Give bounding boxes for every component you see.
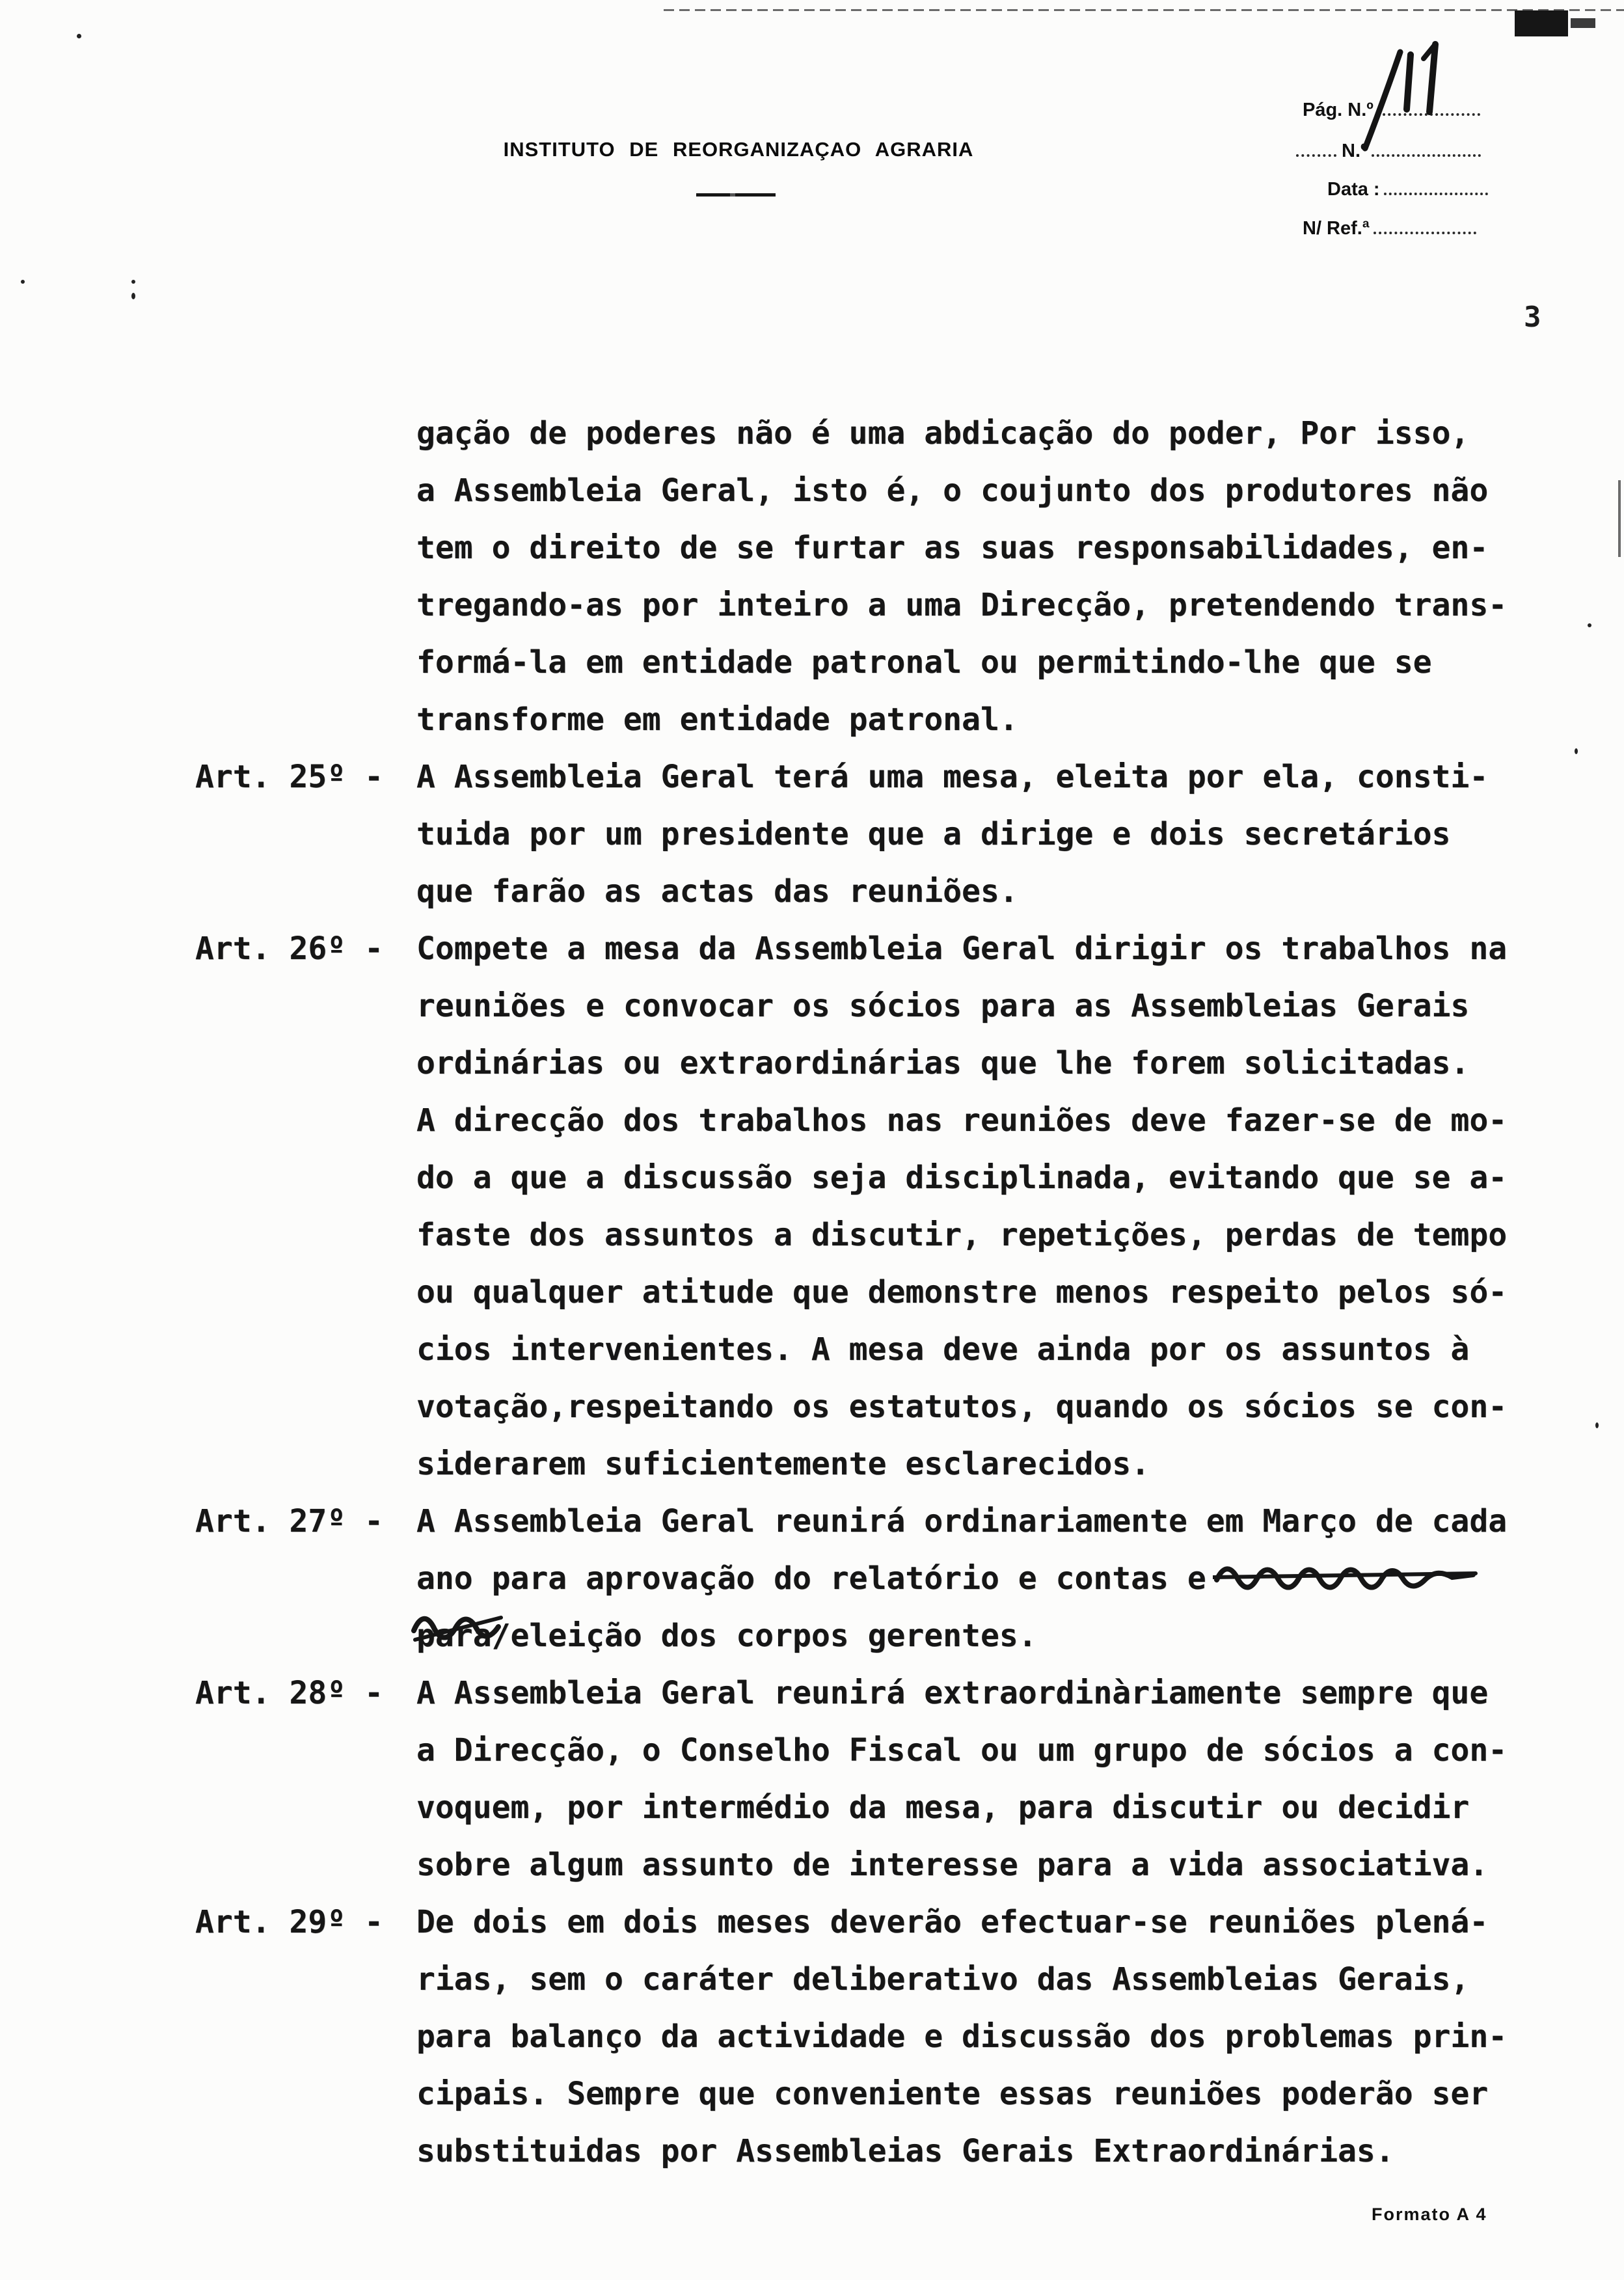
continuation-paragraph: [416, 405, 1562, 748]
scan-speck: [1595, 1422, 1599, 1428]
text-line: transforme em entidade patronal.: [416, 701, 1018, 738]
text-line: sobre algum assunto de interesse para a vida associativa.: [416, 1847, 1489, 1883]
scan-artifact-vertical-bar: [1618, 480, 1621, 557]
text-line: gação de poderes não é uma abdicação do poder, Por isso,: [416, 415, 1470, 452]
dotted-fill-line: [1384, 177, 1488, 195]
text-line: ou qualquer atitude que demonstre menos respeito pelos só-: [416, 1274, 1508, 1310]
article-26-label: Art. 26º -: [195, 930, 383, 967]
line-text: /eleição dos corpos gerentes.: [491, 1618, 1037, 1654]
text-line: faste dos assuntos a discutir, repetições, perdas de tempo: [416, 1217, 1508, 1253]
scan-speck: [131, 280, 135, 284]
title-underline: [696, 193, 776, 197]
struck-word-text: para: [416, 1618, 492, 1654]
field-date: [1327, 177, 1488, 200]
text-line: a Assembleia Geral, isto é, o coujunto dos produtores não: [416, 472, 1489, 509]
article-27-label: Art. 27º -: [195, 1503, 383, 1540]
text-line: reuniões e convocar os sócios para as Assembleias Gerais: [416, 988, 1470, 1024]
text-line: tregando-as por inteiro a uma Direcção, pretendendo trans-: [416, 587, 1508, 623]
text-line: De dois em dois meses deverão efectuar-se reuniões plená-: [416, 1904, 1489, 1940]
text-line: substituidas por Assembleias Gerais Extraordinárias.: [416, 2133, 1394, 2169]
text-line: A Assembleia Geral terá uma mesa, eleita por ela, consti-: [416, 759, 1489, 795]
dotted-fill-line: [1374, 216, 1476, 234]
article-29-label: Art. 29º -: [195, 1904, 383, 1940]
article-28-label: Art. 28º -: [195, 1675, 383, 1711]
scribble-strikeout: [410, 1610, 508, 1648]
struck-word: [416, 1607, 492, 1664]
handwriting-strokes: [1340, 27, 1464, 157]
scribbled-out-text: [1213, 1563, 1480, 1593]
text-line: A Assembleia Geral reunirá extraordinàriamente sempre que: [416, 1675, 1489, 1711]
date-label: Data :: [1327, 179, 1380, 200]
text-line: do a que a discussão seja disciplinada, evitando que se a-: [416, 1160, 1508, 1196]
article-25: [195, 748, 1562, 920]
scan-artifact-margin-mark: 3: [1524, 301, 1541, 334]
institution-title: INSTITUTO DE REORGANIZAÇAO AGRARIA: [503, 138, 974, 161]
text-line: cipais. Sempre que conveniente essas reuniões poderão ser: [416, 2076, 1489, 2112]
scan-speck: [131, 293, 135, 299]
text-line: A direcção dos trabalhos nas reuniões deve fazer-se de mo-: [416, 1102, 1508, 1139]
text-line: siderarem suficientemente esclarecidos.: [416, 1446, 1150, 1482]
page-number-label: Pág. N.º: [1303, 100, 1374, 120]
text-line: A Assembleia Geral reunirá ordinariamente em Março de cada: [416, 1503, 1508, 1540]
text-line: voquem, por intermédio da mesa, para discutir ou decidir: [416, 1789, 1470, 1826]
reference-label: N/ Ref.ª: [1303, 218, 1370, 239]
scan-speck: [21, 280, 25, 284]
scan-speck: [77, 34, 81, 38]
text-line: que farão as actas das reuniões.: [416, 873, 1018, 910]
article-27: [195, 1493, 1562, 1664]
text-line: para balanço da actividade e discussão dos problemas prin-: [416, 2018, 1508, 2055]
text-line: votação,respeitando os estatutos, quando os sócios se con-: [416, 1389, 1508, 1425]
text-line: [416, 1607, 1562, 1664]
text-line: [416, 1550, 1562, 1607]
scan-artifact-corner-blob: [1571, 18, 1595, 28]
dotted-fill-line: [1296, 139, 1336, 157]
text-line: formá-la em entidade patronal ou permitindo-lhe que se: [416, 644, 1432, 681]
text-line: Compete a mesa da Assembleia Geral dirigir os trabalhos na: [416, 930, 1508, 967]
text-line: tem o direito de se furtar as suas responsabilidades, en-: [416, 530, 1489, 566]
number-label: N.º: [1342, 141, 1368, 161]
scan-artifact-top-edge-line: [664, 9, 1624, 11]
text-line: ordinárias ou extraordinárias que lhe forem solicitadas.: [416, 1045, 1470, 1081]
scan-artifact-corner-blob: [1515, 10, 1568, 36]
article-29: [195, 1893, 1562, 2180]
article-26: [195, 920, 1562, 1493]
text-line: cios intervenientes. A mesa deve ainda por os assuntos à: [416, 1331, 1470, 1368]
article-28: [195, 1664, 1562, 1893]
line-text: ano para aprovação do relatório e contas e: [416, 1560, 1206, 1597]
article-25-label: Art. 25º -: [195, 759, 383, 795]
scan-speck: [1575, 748, 1578, 754]
paper-format-label: Formato A 4: [1372, 2205, 1487, 2224]
scan-speck: [1588, 623, 1591, 627]
document-body: [195, 405, 1562, 2180]
text-line: tuida por um presidente que a dirige e dois secretários: [416, 816, 1451, 852]
handwritten-page-number: [1340, 27, 1464, 160]
text-line: rias, sem o caráter deliberativo das Assembleias Gerais,: [416, 1961, 1470, 1998]
text-line: a Direcção, o Conselho Fiscal ou um grupo de sócios a con-: [416, 1732, 1508, 1769]
field-our-reference: [1303, 216, 1476, 239]
